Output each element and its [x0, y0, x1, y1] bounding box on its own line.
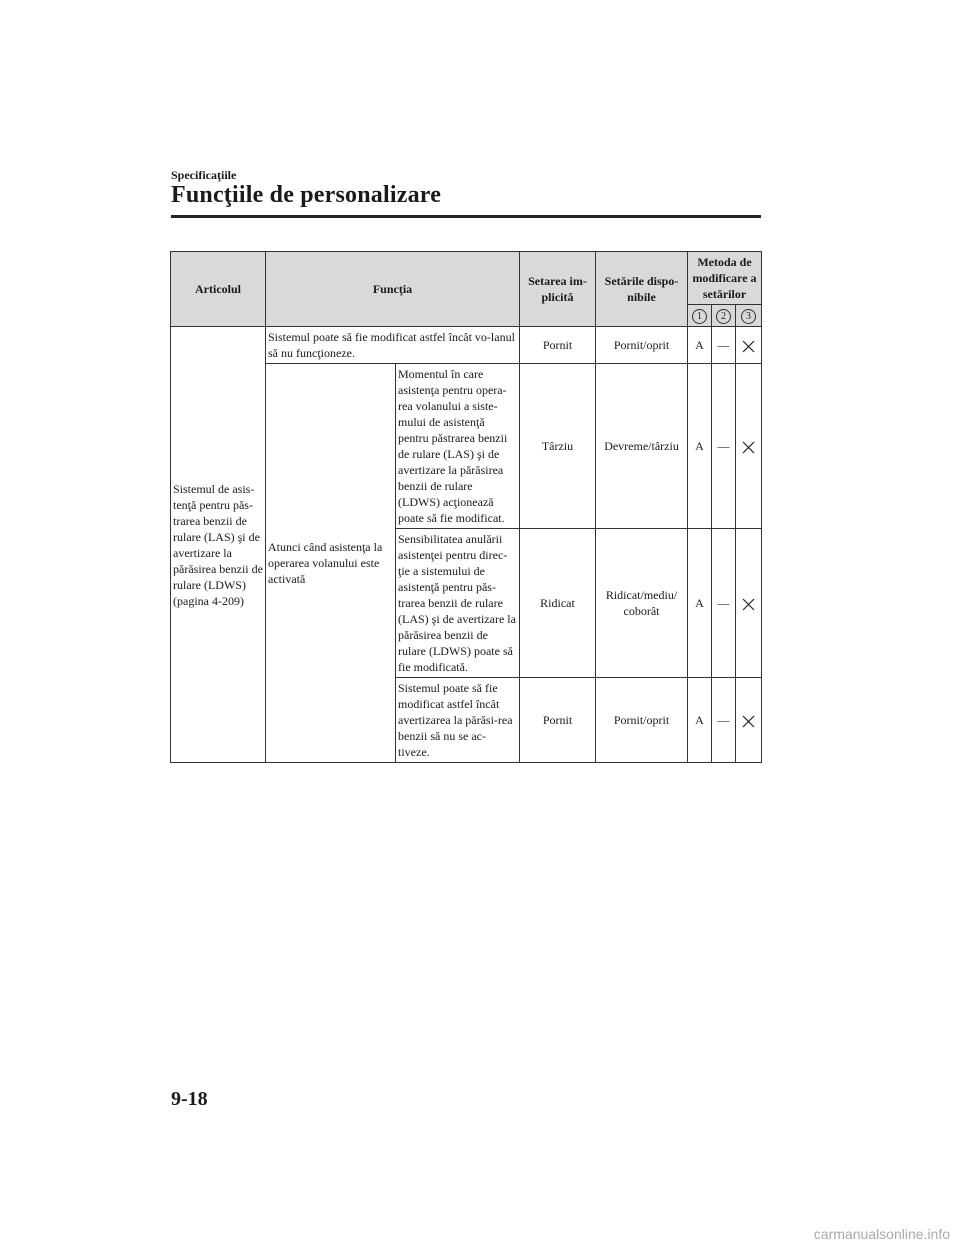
- x-mark-icon: [742, 715, 755, 728]
- method-1-cell: A: [688, 327, 712, 364]
- method-col-2: [712, 305, 736, 327]
- circle-1-icon: 1: [692, 309, 707, 324]
- circle-2-icon: 2: [716, 309, 731, 324]
- method-1-cell: A: [688, 529, 712, 678]
- function-cell: Momentul în care asistenţa pentru opera-rea volanului a siste-mului de asistenţă pentru păstrarea benzii de rulare (LAS) şi de avertizare la părăsirea benzii de rulare (LDWS) acţionează poate să fie modificat.: [396, 364, 520, 529]
- function-cell: Sensibilitatea anulării asistenţei pentru direc-ţie a sistemului de asistenţă pentru păs-trarea benzii de rulare (LAS) şi de avertizare la părăsirea benzii de rulare (LDWS) poate să fie modificată.: [396, 529, 520, 678]
- title-rule: [171, 215, 761, 218]
- available-cell: Ridicat/mediu/ coborât: [596, 529, 688, 678]
- function-cell: Sistemul poate să fie modificat astfel încât vo-lanul să nu funcţioneze.: [266, 327, 520, 364]
- circle-3-icon: 3: [741, 309, 756, 324]
- default-cell: Pornit: [520, 327, 596, 364]
- default-cell: Târziu: [520, 364, 596, 529]
- method-1-cell: A: [688, 364, 712, 529]
- customization-table: [170, 251, 762, 763]
- method-col-3: [736, 305, 762, 327]
- method-3-cell: [736, 678, 762, 763]
- function-cell: Sistemul poate să fie modificat astfel încât avertizarea la părăsi-rea benzii să nu se ac-tiveze.: [396, 678, 520, 763]
- header-function: Funcţia: [266, 252, 520, 327]
- method-2-cell: —: [712, 678, 736, 763]
- section-label: Specificaţiile: [171, 168, 237, 182]
- available-cell: Pornit/oprit: [596, 678, 688, 763]
- method-3-cell: [736, 327, 762, 364]
- page-title: Funcţiile de personalizare: [171, 182, 442, 208]
- watermark: carmanualsonline.info: [813, 1226, 950, 1242]
- page-number: 9-18: [171, 1088, 208, 1110]
- method-2-cell: —: [712, 364, 736, 529]
- default-cell: Ridicat: [520, 529, 596, 678]
- method-2-cell: —: [712, 327, 736, 364]
- header-available: Setările dispo-nibile: [596, 252, 688, 327]
- x-mark-icon: [742, 598, 755, 611]
- available-cell: Devreme/târziu: [596, 364, 688, 529]
- x-mark-icon: [742, 441, 755, 454]
- default-cell: Pornit: [520, 678, 596, 763]
- header-default: Setarea im-plicită: [520, 252, 596, 327]
- method-2-cell: —: [712, 529, 736, 678]
- method-3-cell: [736, 529, 762, 678]
- group-condition-cell: Atunci când asistenţa la operarea volanului este activată: [266, 364, 396, 763]
- header-item: Articolul: [171, 252, 266, 327]
- item-cell: Sistemul de asis-tenţă pentru păs-trarea benzii de rulare (LAS) şi de avertizare la părăsirea benzii de rulare (LDWS) (pagina 4-209): [171, 327, 266, 763]
- table-row: [171, 327, 762, 364]
- method-col-1: [688, 305, 712, 327]
- method-1-cell: A: [688, 678, 712, 763]
- header-method: Metoda de modificare a setărilor: [688, 252, 762, 305]
- available-cell: Pornit/oprit: [596, 327, 688, 364]
- x-mark-icon: [742, 340, 755, 353]
- method-3-cell: [736, 364, 762, 529]
